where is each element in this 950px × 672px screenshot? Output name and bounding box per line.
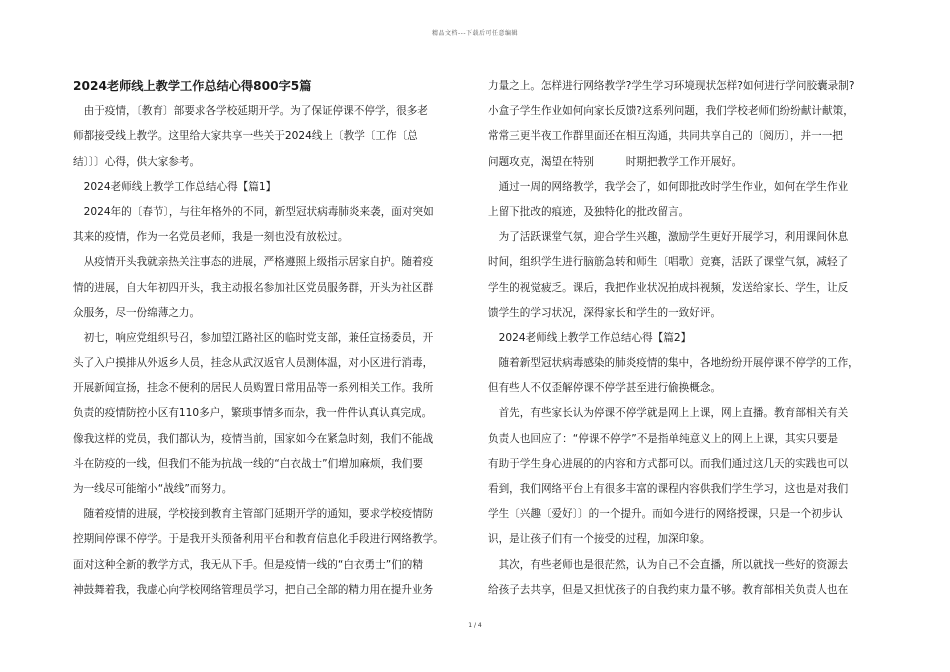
paragraph-line: 时间，组织学生进行脑筋急转和师生〔唱歌〕竞赛，活跃了课堂气氛，减轻了: [488, 256, 849, 269]
paragraph-line: 通过一周的网络教学，我学会了，如何即批改时学生作业，如何在学生作业: [488, 180, 849, 193]
left-column: [73, 74, 470, 603]
paragraph-line: 初七，响应党组织号召，参加望江路社区的临时党支部，兼任宣扬委员，开: [73, 331, 434, 344]
paragraph-line: 师都接受线上教学。这里给大家共享一些关于2024线上〔教学〔工作〔总: [73, 130, 418, 143]
left-column-body: [73, 99, 470, 603]
paragraph-line: 学生的视觉疲乏。课后，我把作业状况拍成抖视频，发送给家长、学生，让反: [488, 281, 849, 294]
paragraph-line: 问题攻克，渴望在特别 时期把教学工作开展好。: [488, 155, 743, 168]
paragraph-line: 像我这样的党员，我们都认为，疫情当前，国家如今在紧急时刻，我们不能战: [73, 432, 434, 445]
paragraph-line: 情的进展，自大年初四开头，我主动报名参加社区党员服务群，开头为社区群: [73, 281, 434, 294]
paragraph-line: 控期间停课不停学。于是我开头预备利用平台和教育信息化手段进行网络教学。: [73, 533, 444, 546]
paragraph-line: 常常三更半夜工作群里面还在相互沟通，共同共享自己的〔阅历〕，并一一把: [488, 130, 843, 143]
right-column-body: [488, 74, 888, 603]
paragraph-line: 上留下批改的痕迹，及独特化的批改留言。: [488, 205, 690, 218]
paragraph-line: 头了入户摸排从外返乡人员，挂念从武汉返官人员测体温，对小区进行消毒，: [73, 357, 434, 370]
paragraph-line: 随着疫情的进展，学校接到教育主管部门延期开学的通知，要求学校疫情防: [73, 508, 434, 521]
page-number: 1 / 4: [468, 622, 482, 629]
paragraph-line: 众服务，尽一份绵薄之力。: [73, 306, 201, 319]
paragraph-line: 随着新型冠状病毒感染的肺炎疫情的集中，各地纷纷开展停课不停学的工作，: [488, 357, 859, 370]
paragraph-line: 其次，有些老师也是很茫然，认为自己不会直播，所以就找一些好的资源去: [488, 558, 849, 571]
paragraph-line: 首先，有些家长认为停课不停学就是网上上课，网上直播。教育部相关有关: [488, 407, 849, 420]
paragraph-line: 结〕〕〕心得，供大家参考。: [73, 155, 201, 168]
paragraph-line: 有助于学生身心进展的的内容和方式都可以。而我们通过这几天的实践也可以: [488, 457, 849, 470]
paragraph-line: 由于疫情，〔教育〕部要求各学校延期开学。为了保证停课不停学，很多老: [73, 105, 428, 118]
paragraph-line: 识，是让孩子们有一个接受的过程，加深印象。: [488, 533, 711, 546]
paragraph-line: 2024老师线上教学工作总结心得【篇1】: [73, 180, 277, 193]
paragraph-line: 但有些人不仅歪解停课不停学甚至进行偷换概念。: [488, 382, 722, 395]
paragraph-line: 看到，我们网络平台上有很多丰富的课程内容供我们学生学习，这也是对我们: [488, 483, 849, 495]
paragraph-line: 开展新闻宣扬，挂念不便利的居民人员购置日常用品等一系列相关工作。我所: [73, 382, 434, 395]
paragraph-line: 2024年的〔春节〕，与往年格外的不同，新型冠状病毒肺炎来袭，面对突如: [73, 205, 434, 218]
paragraph-line: 馈学生的学习状况，深得家长和学生的一致好评。: [488, 306, 722, 319]
paragraph-line: 给孩子去共享，但是又担忧孩子的自我约束力量不够。教育部相关负责人也在: [488, 583, 849, 596]
paragraph-line: 小盒子学生作业如何向家长反馈?这系列问题，我们学校老师们纷纷献计献策，: [488, 105, 854, 118]
right-column: [488, 74, 888, 603]
paragraph-line: 神鼓舞着我，我虚心向学校网络管理员学习，把自己全部的精力用在提升业务: [73, 583, 434, 596]
page-header: 精品文档---下载后可任意编辑: [432, 30, 518, 37]
paragraph-line: 从疫情开头我就亲热关注事态的进展，严格遵照上级指示居家自护。随着疫: [73, 256, 434, 269]
paragraph-line: 负责的疫情防控小区有110多户，繁琐事情多而杂，我一件件认真认真完成。: [73, 407, 433, 420]
paragraph-line: 学生〔兴趣〔爱好〕〕的一个提升。而如今进行的网络授课，只是一个初步认: [488, 508, 843, 521]
paragraph-line: 面对这种全新的教学方式，我无从下手。但是疫情一线的“白衣勇士”们的精: [73, 558, 423, 571]
paragraph-line: 2024老师线上教学工作总结心得【篇2】: [488, 331, 692, 344]
document-title: 2024老师线上教学工作总结心得800字5篇: [73, 79, 312, 93]
paragraph-line: 负责人也回应了：“停课不停学”不是指单纯意义上的网上上课，其实只要是: [488, 432, 838, 445]
paragraph-line: 为一线尽可能缩小“战线”而努力。: [73, 483, 233, 495]
paragraph-line: 力量之上。怎样进行网络教学?学生学习环境现状怎样?如何进行学问胶囊录制?: [488, 80, 855, 92]
paragraph-line: 斗在防疫的一线，但我们不能为抗战一线的“白衣战士”们增加麻烦，我们要: [73, 457, 423, 470]
paragraph-line: 为了活跃课堂气氛，迎合学生兴趣，激励学生更好开展学习，利用课间休息: [488, 231, 849, 244]
paragraph-line: 其来的疫情，作为一名党员老师，我是一刻也没有放松过。: [73, 231, 349, 244]
